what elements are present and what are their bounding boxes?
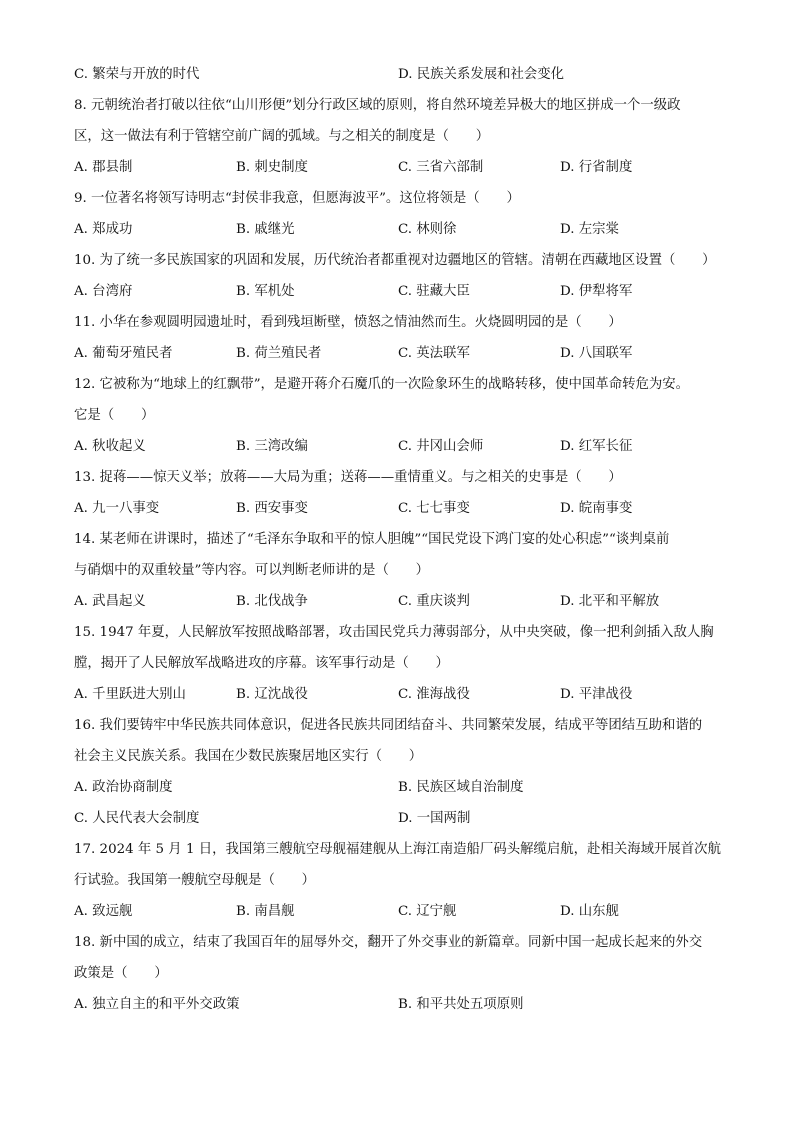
option-b[interactable]: B. 南昌舰	[236, 904, 295, 919]
question-stem: 9. 一位著名将领写诗明志“封侯非我意，但愿海波平”。这位将领是（ ）	[74, 191, 520, 206]
option-d[interactable]: D. 一国两制	[398, 811, 471, 826]
options-row	[74, 994, 724, 1025]
options-row	[74, 219, 724, 250]
option-b[interactable]: B. 三湾改编	[236, 439, 308, 454]
question-15	[74, 622, 724, 715]
option-d[interactable]: D. 平津战役	[560, 687, 633, 702]
question-stem: 它是（ ）	[74, 408, 155, 423]
option-b[interactable]: B. 西安事变	[236, 501, 308, 516]
option-d[interactable]: D. 山东舰	[560, 904, 619, 919]
question-8	[74, 95, 724, 188]
option-c[interactable]: C. 英法联军	[398, 346, 470, 361]
question-stem: 膛，揭开了人民解放军战略进攻的序幕。该军事行动是（ ）	[74, 656, 449, 671]
option-a[interactable]: A. 台湾府	[74, 284, 133, 299]
option-c[interactable]: C. 辽宁舰	[398, 904, 457, 919]
option-d[interactable]: D. 北平和平解放	[560, 594, 660, 609]
question-stem: 10. 为了统一多民族国家的巩固和发展，历代统治者都重视对边疆地区的管辖。清朝在西藏地区设置（ ）	[74, 253, 716, 268]
options-row	[74, 498, 724, 529]
option-a[interactable]: A. 武昌起义	[74, 594, 146, 609]
prev-question-options	[74, 64, 724, 95]
option-a[interactable]: A. 政治协商制度	[74, 780, 173, 795]
option-c[interactable]: C. 人民代表大会制度	[74, 811, 200, 826]
question-stem: 11. 小华在参观圆明园遗址时，看到残垣断壁，愤怒之情油然而生。火烧圆明园的是（ ）	[74, 315, 622, 330]
option-d[interactable]: D. 八国联军	[560, 346, 633, 361]
question-13	[74, 467, 724, 529]
option-b[interactable]: B. 刺史制度	[236, 160, 308, 175]
option-a[interactable]: A. 葡萄牙殖民者	[74, 346, 173, 361]
question-10	[74, 250, 724, 312]
options-row	[74, 591, 724, 622]
question-stem: 13. 捉蒋——惊天义举；放蒋——大局为重；送蒋——重情重义。与之相关的史事是（ ）	[74, 470, 622, 485]
exam-page	[74, 64, 724, 1025]
question-12	[74, 374, 724, 467]
option-b[interactable]: B. 民族区域自治制度	[398, 780, 524, 795]
option-b[interactable]: B. 和平共处五项原则	[398, 997, 524, 1012]
option-c[interactable]: C. 驻藏大臣	[398, 284, 470, 299]
option-c[interactable]: C. 淮海战役	[398, 687, 470, 702]
question-11	[74, 312, 724, 374]
option-a[interactable]: A. 郡县制	[74, 160, 133, 175]
option-d[interactable]: D. 伊犁将军	[560, 284, 633, 299]
options-row	[74, 777, 724, 808]
options-row	[74, 684, 724, 715]
option-a[interactable]: A. 秋收起义	[74, 439, 146, 454]
options-row	[74, 343, 724, 374]
question-stem: 18. 新中国的成立，结束了我国百年的屈辱外交，翻开了外交事业的新篇章。同新中国一起成长起来的外交	[74, 935, 703, 950]
options-row	[74, 808, 724, 839]
option-d[interactable]: D. 左宗棠	[560, 222, 619, 237]
option-b[interactable]: B. 辽沈战役	[236, 687, 308, 702]
option-b[interactable]: B. 军机处	[236, 284, 295, 299]
question-stem: 12. 它被称为“地球上的红飘带”，是避开蒋介石魔爪的一次险象环生的战略转移，使中国革命转危为安。	[74, 377, 690, 392]
question-stem: 15. 1947 年夏，人民解放军按照战略部署，攻击国民党兵力薄弱部分，从中央突破，像一把利剑插入敌人胸	[74, 625, 714, 640]
option-d[interactable]: D. 民族关系发展和社会变化	[398, 67, 565, 82]
options-row	[74, 281, 724, 312]
option-c[interactable]: C. 井冈山会师	[398, 439, 484, 454]
question-stem: 14. 某老师在讲课时，描述了“毛泽东争取和平的惊人胆魄”“国民党设下鸿门宴的处心积虑”“谈判桌前	[74, 532, 670, 547]
option-b[interactable]: B. 戚继光	[236, 222, 295, 237]
question-stem: 政策是（ ）	[74, 966, 168, 981]
option-c[interactable]: C. 七七事变	[398, 501, 470, 516]
question-18	[74, 932, 724, 1025]
question-stem: 行试验。我国第一艘航空母舰是（ ）	[74, 873, 316, 888]
option-a[interactable]: A. 独立自主的和平外交政策	[74, 997, 240, 1012]
option-c[interactable]: C. 三省六部制	[398, 160, 484, 175]
question-17	[74, 839, 724, 932]
option-b[interactable]: B. 北伐战争	[236, 594, 308, 609]
options-row	[74, 901, 724, 932]
question-stem: 社会主义民族关系。我国在少数民族聚居地区实行（ ）	[74, 749, 423, 764]
option-c[interactable]: C. 重庆谈判	[398, 594, 470, 609]
option-a[interactable]: A. 郑成功	[74, 222, 133, 237]
question-stem: 17. 2024 年 5 月 1 日，我国第三艘航空母舰福建舰从上海江南造船厂码头解缆启航，赴相关海域开展首次航	[74, 842, 721, 857]
option-d[interactable]: D. 行省制度	[560, 160, 633, 175]
option-a[interactable]: A. 千里跃进大别山	[74, 687, 186, 702]
option-d[interactable]: D. 皖南事变	[560, 501, 633, 516]
options-row	[74, 436, 724, 467]
question-16	[74, 715, 724, 839]
option-a[interactable]: A. 致远舰	[74, 904, 133, 919]
option-a[interactable]: A. 九一八事变	[74, 501, 160, 516]
option-c[interactable]: C. 繁荣与开放的时代	[74, 67, 200, 82]
question-stem: 16. 我们要铸牢中华民族共同体意识，促进各民族共同团结奋斗、共同繁荣发展，结成平等团结互助和谐的	[74, 718, 703, 733]
options-row	[74, 157, 724, 188]
option-c[interactable]: C. 林则徐	[398, 222, 457, 237]
question-stem: 与硝烟中的双重较量”等内容。可以判断老师讲的是（ ）	[74, 563, 429, 578]
question-9	[74, 188, 724, 250]
question-stem: 区，这一做法有利于管辖空前广阔的弧域。与之相关的制度是（ ）	[74, 129, 490, 144]
question-14	[74, 529, 724, 622]
question-stem: 8. 元朝统治者打破以往依“山川形便”划分行政区域的原则，将自然环境差异极大的地区拼成一个一级政	[74, 98, 681, 113]
option-b[interactable]: B. 荷兰殖民者	[236, 346, 322, 361]
option-d[interactable]: D. 红军长征	[560, 439, 633, 454]
